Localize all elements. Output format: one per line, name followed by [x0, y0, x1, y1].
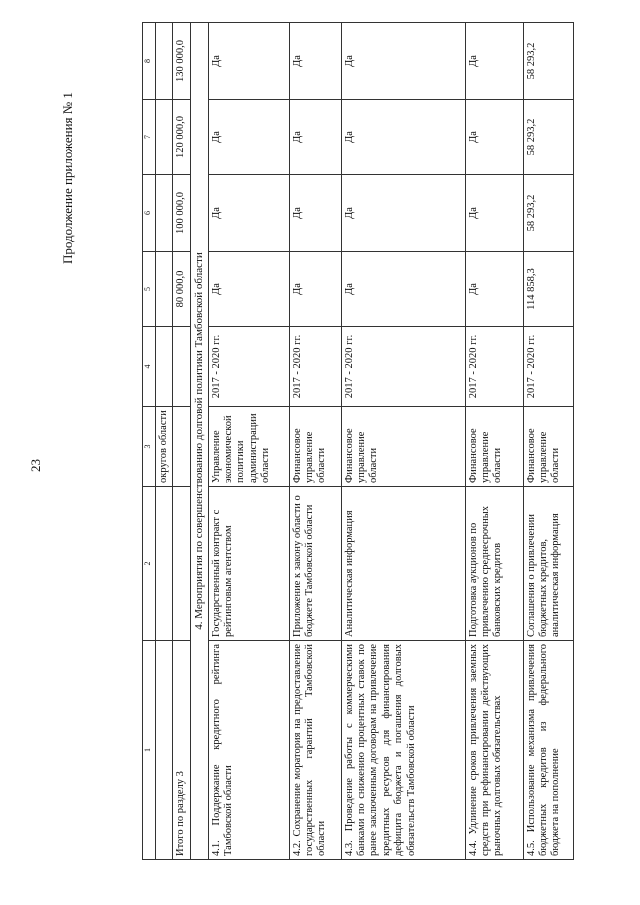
value-cell: 58 293,2 — [523, 175, 573, 252]
total-label: Итого по разделу 3 — [173, 641, 190, 860]
value-cell: Да — [289, 23, 341, 100]
measure-cell: 4.2. Сохранение моратория на предоставление государственных гарантий Тамбовской области — [289, 641, 341, 860]
table-row — [341, 23, 465, 860]
document-cell: Государственный контракт с рейтинговым агентством — [208, 487, 289, 641]
column-number: 1 — [143, 641, 156, 860]
responsible-cell: Финансовое управление области — [289, 407, 341, 487]
table-row — [156, 23, 173, 860]
column-number: 6 — [143, 175, 156, 252]
value-cell: Да — [465, 175, 523, 252]
total-value: 120 000,0 — [173, 100, 190, 175]
document-cell: Подготовка аукционов по привлечению среднесрочных банковских кредитов — [465, 487, 523, 641]
table-row — [289, 23, 341, 860]
okrugov-cell: округов области — [156, 407, 173, 487]
value-cell: Да — [289, 175, 341, 252]
column-number: 3 — [143, 407, 156, 487]
value-cell: 58 293,2 — [523, 23, 573, 100]
value-cell: 114 858,3 — [523, 252, 573, 327]
period-cell: 2017 - 2020 гг. — [341, 327, 465, 407]
rotated-page — [0, 20, 640, 890]
total-value: 100 000,0 — [173, 175, 190, 252]
document-cell: Соглашения о привлечении бюджетных кредитов, аналитическая информация — [523, 487, 573, 641]
column-number: 4 — [143, 327, 156, 407]
column-number: 5 — [143, 252, 156, 327]
column-number-row — [143, 23, 156, 860]
value-cell: Да — [465, 23, 523, 100]
table-row — [465, 23, 523, 860]
measure-cell: 4.1. Поддержание кредитного рейтинга Тамбовской области — [208, 641, 289, 860]
value-cell: Да — [341, 175, 465, 252]
value-cell: Да — [208, 252, 289, 327]
section-row — [190, 23, 208, 860]
value-cell: Да — [208, 175, 289, 252]
responsible-cell: Финансовое управление области — [465, 407, 523, 487]
period-cell: 2017 - 2020 гг. — [208, 327, 289, 407]
period-cell: 2017 - 2020 гг. — [523, 327, 573, 407]
measure-cell: 4.5. Использование механизма привлечения бюджетных кредитов из федерального бюджета на пополнение — [523, 641, 573, 860]
table-row — [173, 23, 190, 860]
value-cell: Да — [465, 100, 523, 175]
total-value: 130 000,0 — [173, 23, 190, 100]
responsible-cell: Управление экономической политики администрации области — [208, 407, 289, 487]
responsible-cell: Финансовое управление области — [523, 407, 573, 487]
value-cell: Да — [341, 252, 465, 327]
responsible-cell: Финансовое управление области — [341, 407, 465, 487]
period-cell: 2017 - 2020 гг. — [465, 327, 523, 407]
value-cell: Да — [289, 252, 341, 327]
value-cell: Да — [289, 100, 341, 175]
value-cell: 58 293,2 — [523, 100, 573, 175]
document-cell: Приложение к закону области о бюджете Тамбовской области — [289, 487, 341, 641]
table-row — [523, 23, 573, 860]
page-number: 23 — [28, 459, 43, 472]
value-cell: Да — [341, 23, 465, 100]
value-cell: Да — [208, 100, 289, 175]
total-value: 80 000,0 — [173, 252, 190, 327]
continuation-title: Продолжение приложения № 1 — [60, 92, 75, 264]
value-cell: Да — [465, 252, 523, 327]
column-number: 8 — [143, 23, 156, 100]
document-cell: Аналитическая информация — [341, 487, 465, 641]
measure-cell: 4.3. Проведение работы с коммерческими банками по снижению процентных ставок по ранее заключенным договорам на привлечение кредитных ресурсов для финансирования дефицита бюджета и погашения долговых обязательств Тамбовской области — [341, 641, 465, 860]
section-title: 4. Мероприятия по совершенствованию долговой политики Тамбовской области — [190, 23, 208, 860]
value-cell: Да — [341, 100, 465, 175]
table-row — [208, 23, 289, 860]
period-cell: 2017 - 2020 гг. — [289, 327, 341, 407]
value-cell: Да — [208, 23, 289, 100]
column-number: 7 — [143, 100, 156, 175]
column-number: 2 — [143, 487, 156, 641]
measure-cell: 4.4. Удлинение сроков привлечения заемных средств при рефинансировании действующих рыночных долговых обязательствах — [465, 641, 523, 860]
measures-table — [142, 22, 574, 860]
